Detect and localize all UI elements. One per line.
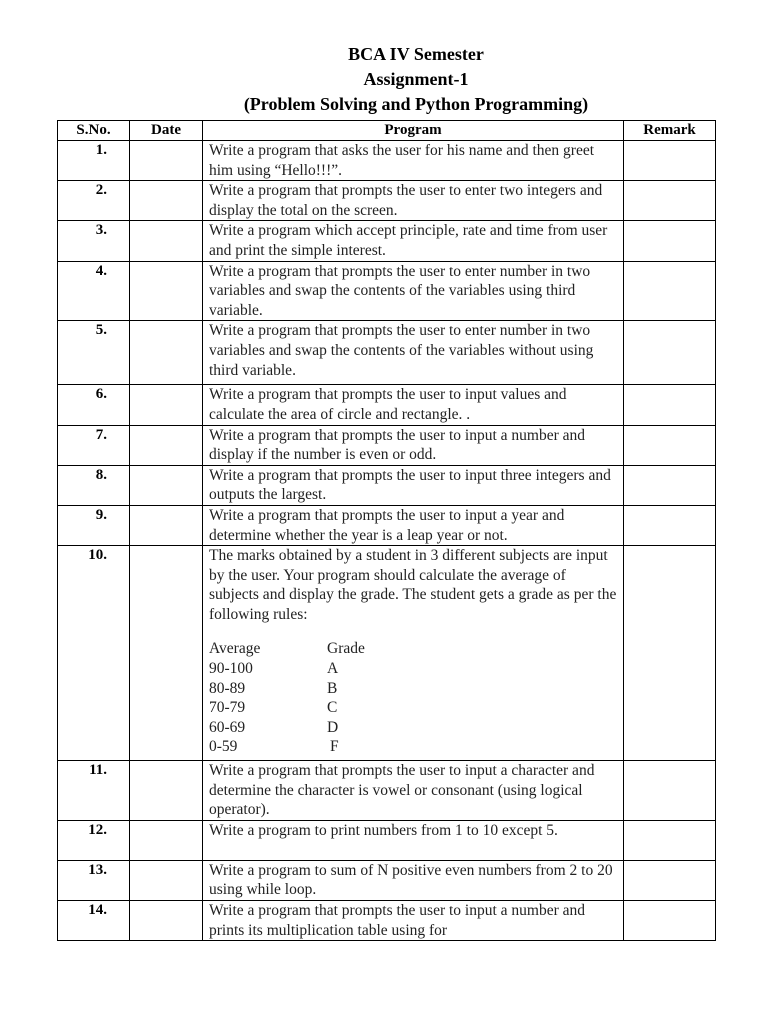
grade-row (209, 718, 619, 738)
serial-number: 7. (58, 425, 130, 465)
remark-cell (624, 901, 716, 941)
serial-number: 13. (58, 860, 130, 900)
serial-number: 10. (58, 546, 130, 761)
date-cell (130, 505, 203, 545)
subject-title: (Problem Solving and Python Programming) (243, 94, 589, 114)
program-text: Write a program that prompts the user to input a number and prints its multiplication table using for (203, 901, 624, 941)
grade-letter: B (327, 679, 338, 697)
date-cell (130, 321, 203, 385)
assignment-title: Assignment-1 (363, 69, 469, 89)
program-text: Write a program which accept principle, rate and time from user and print the simple interest. (203, 221, 624, 261)
program-text: Write a program that prompts the user to enter number in two variables and swap the contents of the variables without using third variable. (203, 321, 624, 385)
remark-cell (624, 465, 716, 505)
program-text: Write a program that asks the user for his name and then greet him using “Hello!!!”. (203, 141, 624, 181)
column-header-date: Date (130, 121, 203, 141)
date-cell (130, 261, 203, 321)
program-text: Write a program to print numbers from 1 to 10 except 5. (203, 820, 624, 860)
remark-cell (624, 221, 716, 261)
table-row (58, 761, 716, 821)
program-cell (203, 546, 624, 761)
program-text: Write a program that prompts the user to enter two integers and display the total on the screen. (203, 181, 624, 221)
program-text: Write a program that prompts the user to input a number and display if the number is even or odd. (203, 425, 624, 465)
serial-number: 5. (58, 321, 130, 385)
grade-letter: C (327, 699, 338, 717)
grade-range: 90-100 (209, 660, 253, 678)
serial-number: 12. (58, 820, 130, 860)
remark-cell (624, 261, 716, 321)
serial-number: 3. (58, 221, 130, 261)
grade-letter: D (327, 718, 339, 736)
grade-row (209, 659, 619, 679)
program-text: Write a program that prompts the user to enter number in two variables and swap the contents of the variables using third variable. (203, 261, 624, 321)
table-row (58, 181, 716, 221)
remark-cell (624, 546, 716, 761)
program-text: The marks obtained by a student in 3 different subjects are input by the user. Your program should calculate the average of subjects and display the grade. The student gets a grade as per the following rules: (209, 547, 617, 623)
table-row (58, 465, 716, 505)
date-cell (130, 181, 203, 221)
date-cell (130, 465, 203, 505)
date-cell (130, 820, 203, 860)
remark-cell (624, 385, 716, 425)
table-row (58, 425, 716, 465)
course-title: BCA IV Semester (348, 44, 484, 64)
serial-number: 9. (58, 505, 130, 545)
remark-cell (624, 505, 716, 545)
program-text: Write a program that prompts the user to input a character and determine the character is vowel or consonant (using logical operator). (203, 761, 624, 821)
serial-number: 8. (58, 465, 130, 505)
document-header (0, 42, 768, 117)
grade-row (209, 737, 619, 757)
table-row (58, 221, 716, 261)
date-cell (130, 425, 203, 465)
remark-cell (624, 761, 716, 821)
table-row (58, 141, 716, 181)
table-row (58, 901, 716, 941)
grade-row (209, 679, 619, 699)
remark-cell (624, 820, 716, 860)
serial-number: 4. (58, 261, 130, 321)
column-header-program: Program (203, 121, 624, 141)
program-text: Write a program that prompts the user to input three integers and outputs the largest. (203, 465, 624, 505)
grade-row (209, 698, 619, 718)
grade-rules (209, 639, 619, 757)
table-row (58, 505, 716, 545)
assignment-table (57, 120, 716, 941)
grade-letter: A (327, 660, 339, 678)
date-cell (130, 761, 203, 821)
remark-cell (624, 181, 716, 221)
date-cell (130, 901, 203, 941)
table-row (58, 820, 716, 860)
grade-letter: F (330, 738, 339, 756)
date-cell (130, 546, 203, 761)
date-cell (130, 141, 203, 181)
serial-number: 2. (58, 181, 130, 221)
remark-cell (624, 321, 716, 385)
serial-number: 11. (58, 761, 130, 821)
grade-range: 80-89 (209, 679, 246, 697)
remark-cell (624, 425, 716, 465)
serial-number: 6. (58, 385, 130, 425)
grade-header-row (209, 639, 619, 659)
date-cell (130, 860, 203, 900)
table-row (58, 321, 716, 385)
column-header-remark: Remark (624, 121, 716, 141)
column-header-sno: S.No. (58, 121, 130, 141)
remark-cell (624, 141, 716, 181)
grade-header: Grade (327, 640, 365, 658)
table-header-row (58, 121, 716, 141)
date-cell (130, 385, 203, 425)
serial-number: 1. (58, 141, 130, 181)
table-row (58, 385, 716, 425)
program-text: Write a program to sum of N positive even numbers from 2 to 20 using while loop. (203, 860, 624, 900)
grade-range: 70-79 (209, 699, 246, 717)
grade-range: 60-69 (209, 718, 246, 736)
grade-range: 0-59 (209, 738, 238, 756)
table-row (58, 261, 716, 321)
program-text: Write a program that prompts the user to input a year and determine whether the year is a leap year or not. (203, 505, 624, 545)
program-text: Write a program that prompts the user to input values and calculate the area of circle and rectangle. . (203, 385, 624, 425)
table-row (58, 860, 716, 900)
date-cell (130, 221, 203, 261)
table-row (58, 546, 716, 761)
serial-number: 14. (58, 901, 130, 941)
average-header: Average (209, 640, 261, 658)
remark-cell (624, 860, 716, 900)
